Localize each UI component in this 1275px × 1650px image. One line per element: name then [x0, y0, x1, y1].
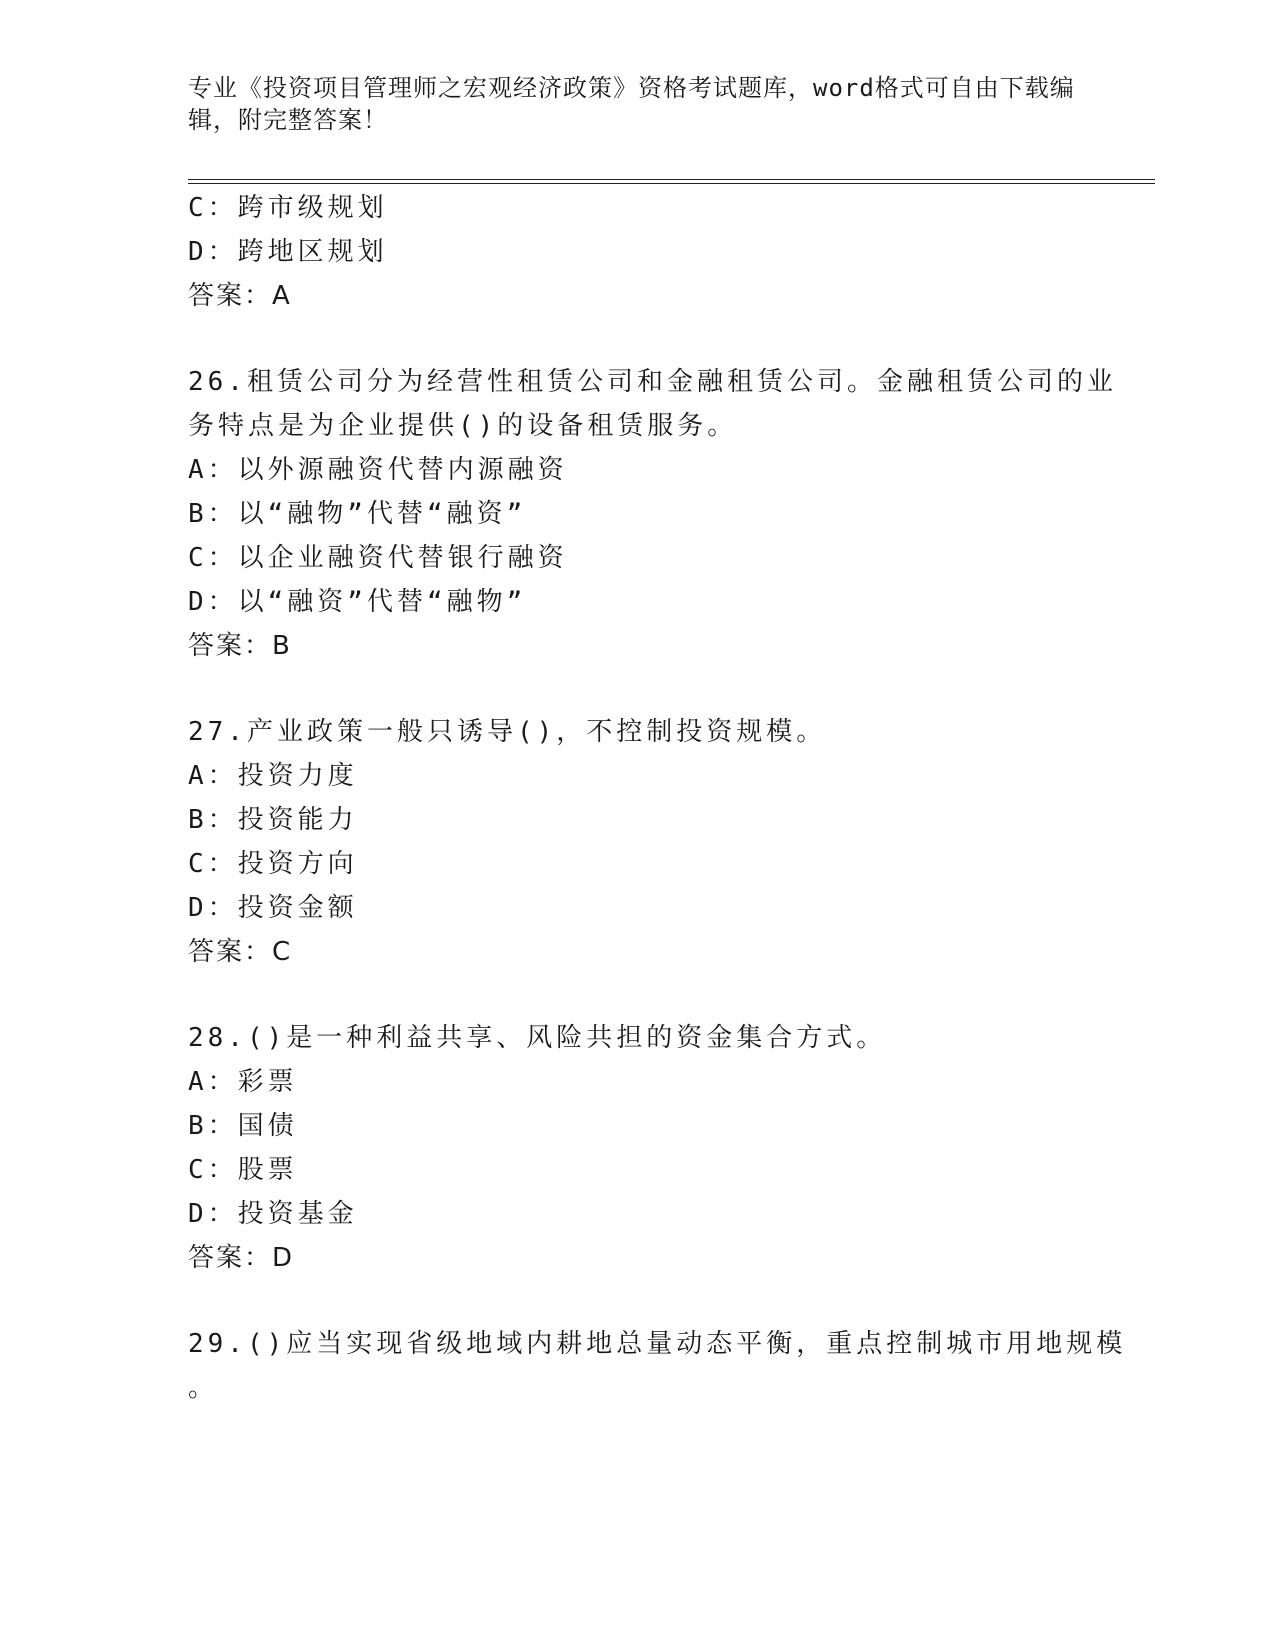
- q27-answer: 答案：C: [188, 937, 293, 967]
- q28-option-a: A：彩票: [188, 1067, 298, 1097]
- q26-option-b: B：以“融物”代替“融资”: [188, 499, 527, 529]
- q26-option-c: C：以企业融资代替银行融资: [188, 543, 568, 573]
- prev-answer: 答案：A: [188, 281, 292, 311]
- q29-stem-line-2: 。: [188, 1373, 219, 1403]
- q28-option-d: D：投资基金: [188, 1199, 358, 1229]
- q27-stem: 27.产业政策一般只诱导()，不控制投资规模。: [188, 717, 827, 747]
- q29-stem-line-1: 29.()应当实现省级地域内耕地总量动态平衡，重点控制城市用地规模: [188, 1329, 1127, 1359]
- document-header: [188, 72, 1078, 136]
- q28-option-b: B：国债: [188, 1111, 298, 1141]
- header-line-1: 专业《投资项目管理师之宏观经济政策》资格考试题库，word格式可自由下载编: [188, 74, 1075, 102]
- q26-option-a: A：以外源融资代替内源融资: [188, 455, 568, 485]
- q27-option-b: B：投资能力: [188, 805, 358, 835]
- q27-option-a: A：投资力度: [188, 761, 358, 791]
- prev-option-c: C：跨市级规划: [188, 193, 388, 223]
- header-divider-top: [188, 179, 1155, 180]
- q26-answer: 答案：B: [188, 631, 292, 661]
- prev-option-d: D：跨地区规划: [188, 237, 388, 267]
- q27-option-d: D：投资金额: [188, 893, 358, 923]
- header-line-2: 辑，附完整答案！: [188, 106, 388, 134]
- q28-stem: 28.()是一种利益共享、风险共担的资金集合方式。: [188, 1023, 887, 1053]
- q27-option-c: C：投资方向: [188, 849, 358, 879]
- q26-stem-line-2: 务特点是为企业提供()的设备租赁服务。: [188, 411, 738, 441]
- q28-option-c: C：股票: [188, 1155, 298, 1185]
- q28-answer: 答案：D: [188, 1243, 295, 1273]
- q26-option-d: D：以“融资”代替“融物”: [188, 587, 527, 617]
- q26-stem-line-1: 26.租赁公司分为经营性租赁公司和金融租赁公司。金融租赁公司的业: [188, 367, 1117, 397]
- header-divider-bottom: [188, 183, 1155, 184]
